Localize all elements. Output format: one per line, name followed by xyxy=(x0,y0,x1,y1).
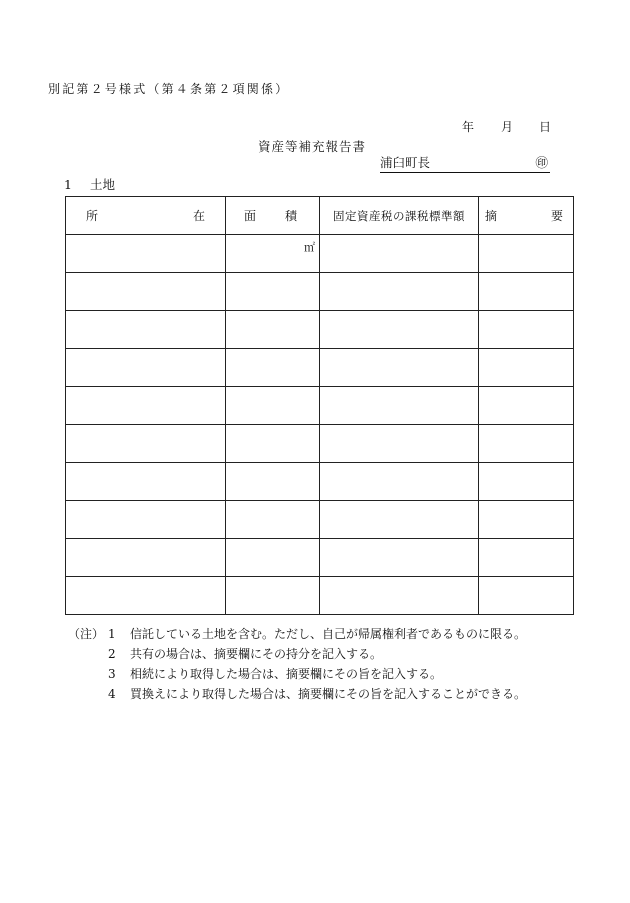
location-cell[interactable] xyxy=(66,577,226,615)
area-cell[interactable] xyxy=(226,349,320,387)
header-location xyxy=(66,197,226,235)
addressee-name: 浦臼町長 xyxy=(380,155,431,170)
header-area-part1: 面 xyxy=(244,209,257,223)
header-remarks-part2: 要 xyxy=(550,209,563,223)
area-cell[interactable] xyxy=(226,501,320,539)
location-cell[interactable] xyxy=(66,235,226,273)
note-label xyxy=(68,664,108,684)
table-row xyxy=(66,349,574,387)
remarks-cell[interactable] xyxy=(479,577,574,615)
remarks-cell[interactable] xyxy=(479,387,574,425)
land-table xyxy=(65,196,574,615)
header-remarks xyxy=(479,197,574,235)
note-item xyxy=(68,684,526,704)
date-month-label: 月 xyxy=(501,120,514,134)
note-number: 1 xyxy=(108,627,116,641)
table-row xyxy=(66,577,574,615)
location-cell[interactable] xyxy=(66,501,226,539)
location-cell[interactable] xyxy=(66,387,226,425)
header-location-part1: 所 xyxy=(86,209,99,223)
header-area-part2: 積 xyxy=(284,209,297,223)
tax-value-cell[interactable] xyxy=(320,387,479,425)
date-day-label: 日 xyxy=(539,120,552,134)
note-label xyxy=(68,644,108,664)
tax-value-cell[interactable] xyxy=(320,273,479,311)
tax-value-cell[interactable] xyxy=(320,425,479,463)
note-label xyxy=(68,684,108,704)
area-cell[interactable] xyxy=(226,425,320,463)
note-text: 共有の場合は、摘要欄にその持分を記入する。 xyxy=(130,647,383,661)
form-number: 別記第２号様式（第４条第２項関係） xyxy=(48,82,290,96)
remarks-cell[interactable] xyxy=(479,273,574,311)
remarks-cell[interactable] xyxy=(479,235,574,273)
section-heading xyxy=(64,175,115,193)
notes-block xyxy=(68,624,526,704)
tax-value-cell[interactable] xyxy=(320,577,479,615)
location-cell[interactable] xyxy=(66,273,226,311)
area-cell[interactable] xyxy=(226,539,320,577)
remarks-cell[interactable] xyxy=(479,501,574,539)
header-tax-value-label: 固定資産税の課税標準額 xyxy=(333,208,465,223)
tax-value-cell[interactable] xyxy=(320,539,479,577)
location-cell[interactable] xyxy=(66,425,226,463)
location-cell[interactable] xyxy=(66,349,226,387)
header-remarks-part1: 摘 xyxy=(485,209,498,223)
tax-value-cell[interactable] xyxy=(320,501,479,539)
note-text: 信託している土地を含む。ただし、自己が帰属権利者であるものに限る。 xyxy=(130,627,527,641)
area-cell[interactable] xyxy=(226,387,320,425)
remarks-cell[interactable] xyxy=(479,463,574,501)
seal-mark: ㊞ xyxy=(535,155,548,170)
section-number: 1 xyxy=(64,177,72,192)
section-label: 土地 xyxy=(89,177,115,192)
table-row xyxy=(66,311,574,349)
note-item xyxy=(68,644,526,664)
table-row xyxy=(66,235,574,273)
table-row xyxy=(66,273,574,311)
note-number: 4 xyxy=(108,687,116,701)
area-cell[interactable] xyxy=(226,273,320,311)
remarks-cell[interactable] xyxy=(479,425,574,463)
tax-value-cell[interactable] xyxy=(320,311,479,349)
area-cell[interactable] xyxy=(226,463,320,501)
tax-value-cell[interactable] xyxy=(320,463,479,501)
table-row xyxy=(66,425,574,463)
note-number: 3 xyxy=(108,667,116,681)
remarks-cell[interactable] xyxy=(479,311,574,349)
area-unit: ㎡ xyxy=(304,241,315,254)
header-area xyxy=(226,197,320,235)
header-location-part2: 在 xyxy=(192,209,205,223)
date-year-label: 年 xyxy=(462,120,475,134)
table-row xyxy=(66,463,574,501)
area-cell[interactable] xyxy=(226,577,320,615)
note-item xyxy=(68,664,526,684)
remarks-cell[interactable] xyxy=(479,349,574,387)
location-cell[interactable] xyxy=(66,463,226,501)
header-tax-value xyxy=(320,197,479,235)
table-row xyxy=(66,501,574,539)
location-cell[interactable] xyxy=(66,311,226,349)
table-row xyxy=(66,387,574,425)
note-item xyxy=(68,624,526,644)
table-body xyxy=(66,235,574,615)
table-header-row xyxy=(66,197,574,235)
note-number: 2 xyxy=(108,647,116,661)
note-label: （注） xyxy=(68,627,105,641)
table-row xyxy=(66,539,574,577)
location-cell[interactable] xyxy=(66,539,226,577)
addressee-line xyxy=(380,154,550,173)
tax-value-cell[interactable] xyxy=(320,235,479,273)
remarks-cell[interactable] xyxy=(479,539,574,577)
area-cell[interactable] xyxy=(226,311,320,349)
note-text: 買換えにより取得した場合は、摘要欄にその旨を記入することができる。 xyxy=(130,687,527,701)
note-text: 相続により取得した場合は、摘要欄にその旨を記入する。 xyxy=(130,667,443,681)
area-cell[interactable] xyxy=(226,235,320,273)
document-title: 資産等補充報告書 xyxy=(258,139,367,154)
tax-value-cell[interactable] xyxy=(320,349,479,387)
